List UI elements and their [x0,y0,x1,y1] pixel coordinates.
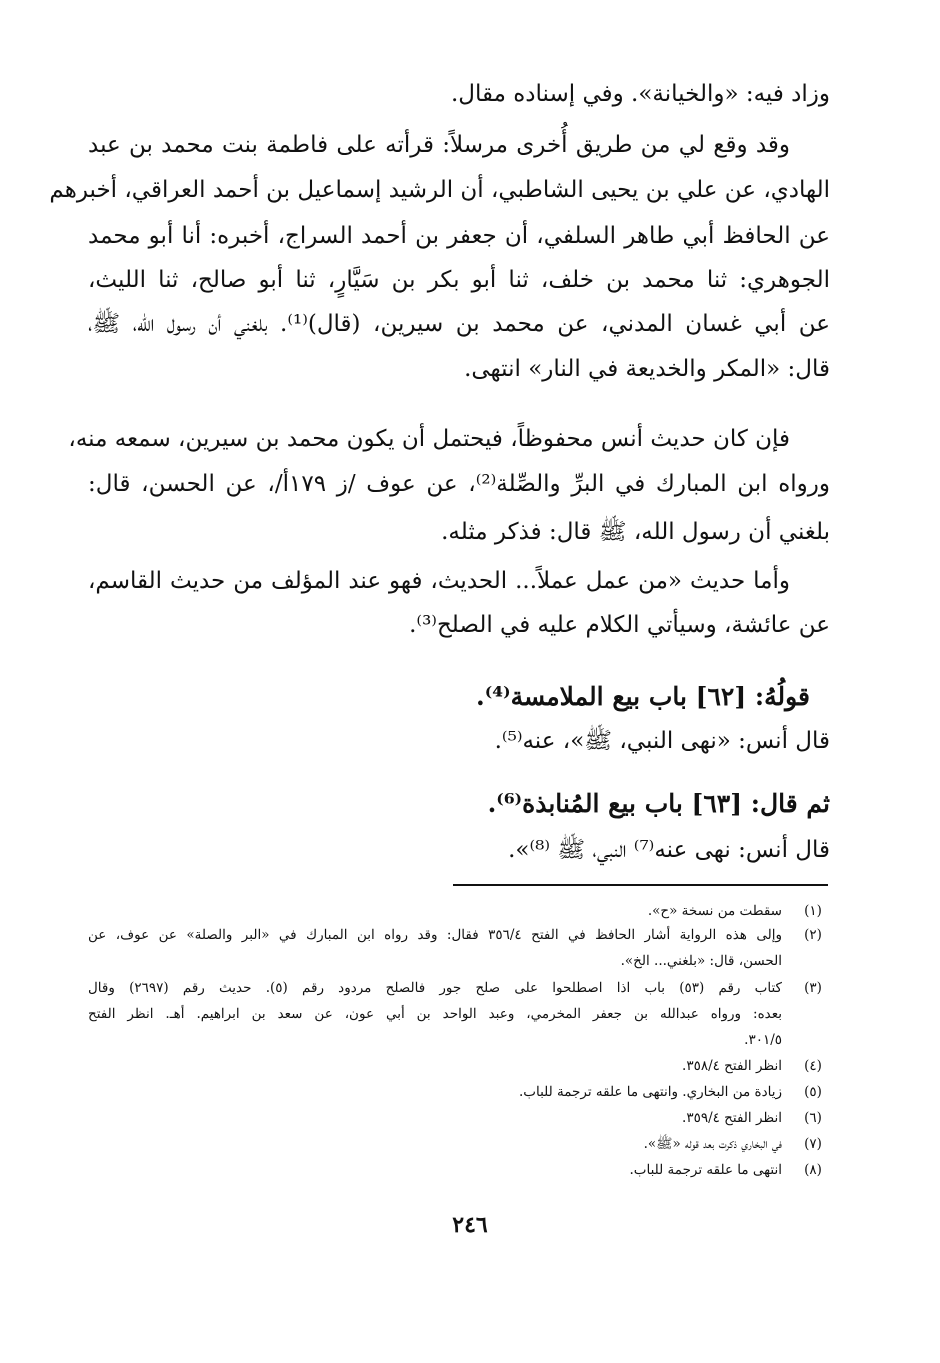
body-line: قال أنس: نهى عنه⁽⁷⁾ النبي، ﷺ ⁽⁸⁾». [508,837,830,863]
footnote [88,977,828,999]
footnote-text: انظر الفتح ٣٥٩/٤. [682,1110,782,1126]
footnote [88,1159,828,1181]
body-line: بلغني أن رسول الله، ﷺ قال: فذكر مثله. [441,519,830,545]
footnote [88,900,828,922]
body-line: قال أنس: «نهى النبي، ﷺ»، عنه⁽⁵⁾. [494,728,830,754]
footnote [88,1081,828,1103]
footnote [88,1055,828,1077]
footnote-number: (٣) [804,980,822,996]
footnote-text: سقطت من نسخة «ح». [647,903,782,919]
chapter-heading: قولُهُ: [٦٢] باب بيع الملامسة⁽⁴⁾. [476,682,810,711]
footnote-number: (٤) [804,1058,822,1074]
body-line: الهادي، عن علي بن يحيى الشاطبي، أن الرشيد إسماعيل بن أحمد العراقي، أخبرهم [49,177,830,203]
footnote-number: (٨) [804,1162,822,1178]
body-line: عن الحافظ أبي طاهر السلفي، أن جعفر بن أحمد السراج، أخبره: أنا أبو محمد [88,223,831,249]
chapter-heading: ثم قال: [٦٣] باب بيع المُنابذة⁽⁶⁾. [487,789,830,818]
footnote-number: (٥) [804,1084,822,1100]
footnote-number: (٢) [804,927,822,943]
footnote-continuation [88,950,828,972]
body-line: الجوهري: ثنا محمد بن خلف، ثنا أبو بكر بن سَيَّارٍ، ثنا أبو صالح، ثنا الليث، [88,267,830,293]
footnote-text: زيادة من البخاري. وانتهى ما علقه ترجمة للباب. [518,1084,782,1100]
footnote-text: كتاب رقم (٥٣) باب اذا اصطلحوا على صلح جور فالصلح مردود رقم (٥). حديث رقم (٢٦٩٧) وقال [88,980,782,996]
footnote-text: بعده: ورواه عبدالله بن جعفر المخرمي، وعبد الواحد بن أبي عون، عن سعد بن ابراهيم. أهـ. انظر الفتح [88,1006,782,1022]
footnote-number: (٦) [804,1110,822,1126]
footnote [88,924,828,946]
footnote-text: وإلى هذه الرواية أشار الحافظ في الفتح ٣٥٦/٤ فقال: وقد رواه ابن المبارك في «البر والصلة» عن عوف، عن [88,927,782,943]
footnote-text: انظر الفتح ٣٥٨/٤. [682,1058,782,1074]
footnote-number: (١) [804,903,822,919]
body-line: عن أبي غسان المدني، عن محمد بن سيرين، (قال)⁽¹⁾. بلغني أن رسول الله، ﷺ، [88,311,830,337]
body-line: وقد وقع لي من طريق أُخرى مرسلاً: قرأته على فاطمة بنت محمد بن عبد [88,132,790,158]
body-line: ورواه ابن المبارك في البرِّ والصِّلة⁽²⁾، عن عوف /ز ١٧٩أ/، عن الحسن، قال: [88,471,831,497]
footnote-separator [453,884,828,886]
footnote-text: الحسن، قال: «بلغني... الخ». [620,953,782,969]
footnote [88,1133,828,1155]
footnote-text: انتهى ما علقه ترجمة للباب. [629,1162,782,1178]
body-line: قال: «المكر والخديعة في النار» انتهى. [464,356,830,382]
body-line: عن عائشة، وسيأتي الكلام عليه في الصلح⁽³⁾. [409,612,830,638]
footnote-continuation [88,1003,828,1025]
body-line: وزاد فيه: «والخيانة». وفي إسناده مقال. [450,81,830,107]
footnote-text: ٣٠١/٥. [744,1032,782,1048]
body-line: فإن كان حديث أنس محفوظاً، فيحتمل أن يكون محمد بن سيرين، سمعه منه، [68,426,790,452]
footnote-continuation [88,1029,828,1051]
footnote-number: (٧) [804,1136,822,1152]
footnote [88,1107,828,1129]
body-line: وأما حديث «من عمل عملاً... الحديث، فهو عند المؤلف من حديث القاسم، [88,568,790,594]
footnote-text: في البخاري ذكرت بعد قوله «ﷺ». [643,1136,782,1152]
page-number: ٢٤٦ [452,1212,488,1238]
